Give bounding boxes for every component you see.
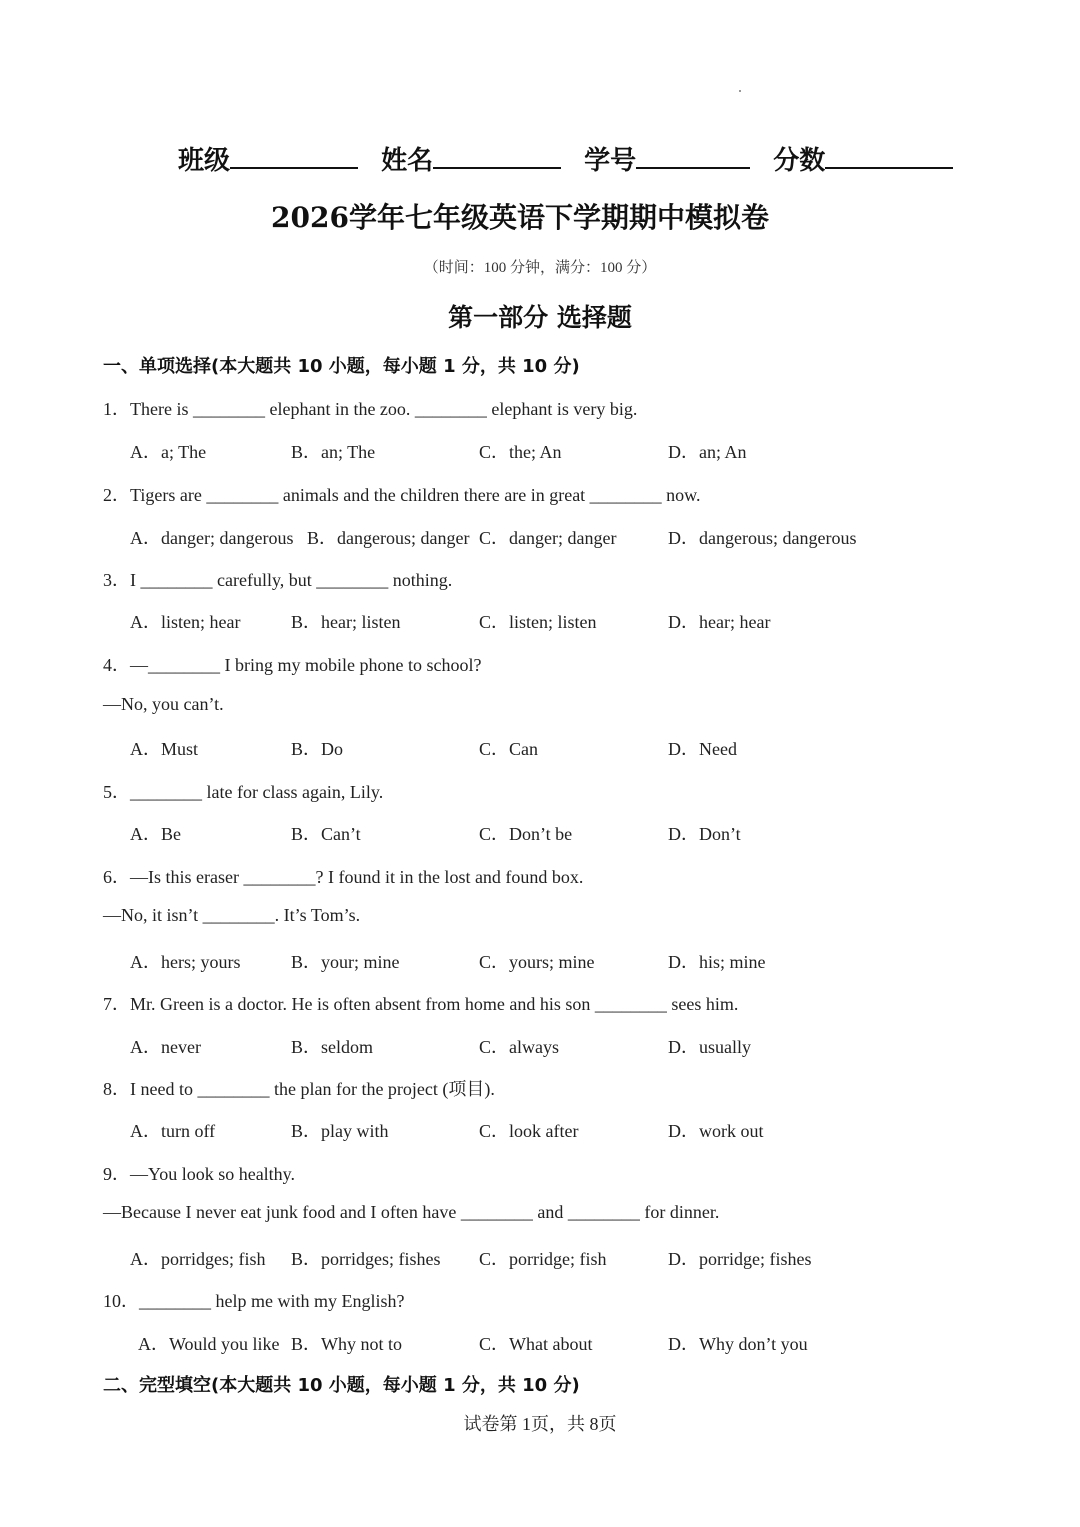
question-7-option-c[interactable]: C．always [479, 1037, 559, 1057]
student-id-blank[interactable] [636, 145, 750, 169]
question-7-option-a[interactable]: A．never [130, 1037, 201, 1057]
student-info-line [178, 140, 953, 177]
question-5-stem: 5．________ late for class again, Lily. [103, 782, 384, 802]
question-10-option-c[interactable]: C．What about [479, 1334, 593, 1354]
question-1-option-b[interactable]: B．an; The [291, 442, 376, 462]
question-10-stem: 10．________ help me with my English? [103, 1291, 405, 1311]
question-10-option-d[interactable]: D．Why don’t you [668, 1334, 808, 1354]
question-2-option-d[interactable]: D．dangerous; dangerous [668, 528, 857, 548]
question-1-option-a[interactable]: A．a; The [130, 442, 207, 462]
question-5-option-a[interactable]: A．Be [130, 824, 181, 844]
question-2-option-b[interactable]: B．dangerous; danger [307, 528, 470, 548]
question-5-option-d[interactable]: D．Don’t [668, 824, 741, 844]
question-7-option-b[interactable]: B．seldom [291, 1037, 374, 1057]
question-5-option-c[interactable]: C．Don’t be [479, 824, 573, 844]
question-6-option-a[interactable]: A．hers; yours [130, 952, 241, 972]
name-blank[interactable] [433, 145, 561, 169]
question-8-option-a[interactable]: A．turn off [130, 1121, 216, 1141]
question-10-option-b[interactable]: B．Why not to [291, 1334, 402, 1354]
question-4-option-d[interactable]: D．Need [668, 739, 737, 759]
question-3-stem: 3．I ________ carefully, but ________ nothing. [103, 570, 453, 590]
question-3-option-d[interactable]: D．hear; hear [668, 612, 771, 632]
question-8-option-b[interactable]: B．play with [291, 1121, 389, 1141]
question-6-stem: 6．—Is this eraser ________? I found it in the lost and found box. [103, 867, 584, 887]
student-id-label: 学号 [584, 146, 637, 176]
question-1-option-c[interactable]: C．the; An [479, 442, 562, 462]
question-1-option-d[interactable]: D．an; An [668, 442, 747, 462]
question-9-option-d[interactable]: D．porridge; fishes [668, 1249, 812, 1269]
question-9-reply: —Because I never eat junk food and I often have ________ and ________ for dinner. [103, 1202, 720, 1222]
class-blank[interactable] [230, 145, 358, 169]
scan-speck [739, 90, 741, 92]
question-9-stem: 9．—You look so healthy. [103, 1164, 296, 1184]
question-5-option-b[interactable]: B．Can’t [291, 824, 361, 844]
question-8-option-c[interactable]: C．look after [479, 1121, 579, 1141]
question-2-option-a[interactable]: A．danger; dangerous [130, 528, 294, 548]
question-4-option-a[interactable]: A．Must [130, 739, 199, 759]
section1-title: 一、单项选择(本大题共 10 小题，每小题 1 分，共 10 分) [103, 356, 580, 377]
question-6-reply: —No, it isn’t ________. It’s Tom’s. [103, 905, 361, 925]
question-9-option-b[interactable]: B．porridges; fishes [291, 1249, 441, 1269]
question-7-stem: 7．Mr. Green is a doctor. He is often absent from home and his son ________ sees him. [103, 994, 739, 1014]
exam-title: 2026学年七年级英语下学期期中模拟卷 [271, 201, 769, 234]
question-7-option-d[interactable]: D．usually [668, 1037, 751, 1057]
question-3-option-c[interactable]: C．listen; listen [479, 612, 597, 632]
question-3-option-b[interactable]: B．hear; listen [291, 612, 401, 632]
question-8-option-d[interactable]: D．work out [668, 1121, 764, 1141]
question-1-stem: 1．There is ________ elephant in the zoo. ________ elephant is very big. [103, 399, 638, 419]
question-8-stem: 8．I need to ________ the plan for the project (项目). [103, 1079, 495, 1099]
question-4-reply: —No, you can’t. [103, 694, 224, 714]
name-label: 姓名 [381, 146, 434, 176]
question-4-stem: 4．—________ I bring my mobile phone to school? [103, 655, 482, 675]
section2-title: 二、完型填空(本大题共 10 小题，每小题 1 分，共 10 分) [103, 1375, 580, 1396]
question-2-option-c[interactable]: C．danger; danger [479, 528, 617, 548]
question-3-option-a[interactable]: A．listen; hear [130, 612, 241, 632]
score-blank[interactable] [825, 145, 953, 169]
class-label: 班级 [178, 146, 231, 176]
question-4-option-b[interactable]: B．Do [291, 739, 344, 759]
part-title: 第一部分 选择题 [448, 303, 632, 332]
question-4-option-c[interactable]: C．Can [479, 739, 539, 759]
question-10-option-a[interactable]: A．Would you like [138, 1334, 280, 1354]
question-2-stem: 2．Tigers are ________ animals and the children there are in great ________ now. [103, 485, 701, 505]
question-9-option-c[interactable]: C．porridge; fish [479, 1249, 607, 1269]
question-6-option-c[interactable]: C．yours; mine [479, 952, 595, 972]
question-6-option-b[interactable]: B．your; mine [291, 952, 400, 972]
exam-subtitle: （时间：100 分钟，满分：100 分） [423, 260, 657, 276]
score-label: 分数 [773, 146, 826, 176]
question-9-option-a[interactable]: A．porridges; fish [130, 1249, 266, 1269]
page-footer: 试卷第 1页，共 8页 [463, 1414, 617, 1434]
question-6-option-d[interactable]: D．his; mine [668, 952, 766, 972]
